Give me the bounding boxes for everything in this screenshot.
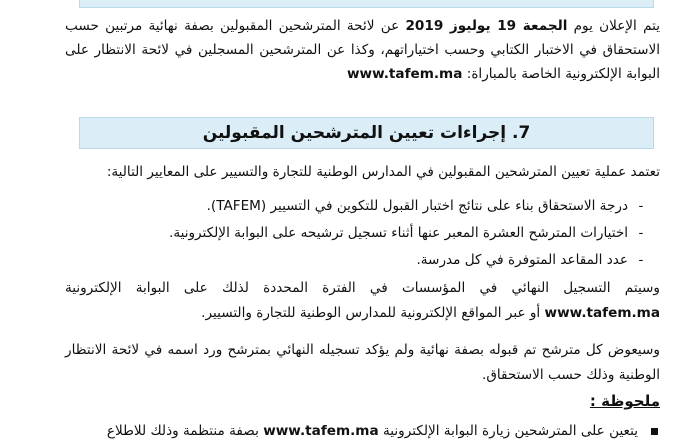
square-bullet-icon <box>651 428 658 435</box>
section-7-banner <box>79 117 654 149</box>
dash-bullet: - <box>638 198 644 214</box>
announcement-paragraph <box>65 14 660 86</box>
replacement-paragraph: وسيعوض كل مترشح تم قبوله بصفة نهائية ولم يؤكد تسجيله النهائي بمترشح ورد اسمه في لائحة الانتظار الوطنية وذلك حسب الاستحقاق. <box>65 342 660 383</box>
list-item <box>60 418 660 445</box>
section-title: 7. إجراءات تعيين المترشحين المقبولين <box>202 123 531 143</box>
criteria-list <box>88 193 648 274</box>
dash-bullet: - <box>638 252 644 268</box>
registration-paragraph <box>65 276 660 326</box>
criterion-text: اختيارات المترشح العشرة المعبر عنها أثناء تسجيل ترشيحه على البوابة الإلكترونية. <box>169 225 628 241</box>
announcement-date: الجمعة 19 يوليوز 2019 <box>405 18 568 34</box>
criteria-intro: تعتمد عملية تعيين المترشحين المقبولين في المدارس الوطنية للتجارة والتسيير على المعايير التالية: <box>106 164 660 180</box>
dash-bullet: - <box>638 225 644 241</box>
note-heading: ملحوظة : <box>589 392 660 410</box>
criterion-text: عدد المقاعد المتوفرة في كل مدرسة. <box>416 252 628 268</box>
note-text-rest: بصفة منتظمة وذلك للاطلاع <box>106 423 259 439</box>
note-list <box>60 418 660 445</box>
announcement-text-rest: عن لائحة المترشحين المقبولين بصفة نهائية مرتبين حسب الاستحقاق في الاختبار الكتابي وحسب اختياراتهم، وكذا عن المترشحين المسجلين في لائحة الانتظار على البوابة الإلكترونية الخاصة بالمباراة: <box>65 18 660 82</box>
note-text-start: يتعين على المترشحين زيارة البوابة الإلكترونية <box>382 423 638 439</box>
announcement-text-start: يتم الإعلان يوم <box>573 18 661 34</box>
list-item <box>88 247 648 274</box>
list-item <box>88 193 648 220</box>
tafem-url-link[interactable]: www.tafem.ma <box>346 66 463 82</box>
criterion-text: درجة الاستحقاق بناء على نتائج اختبار القبول للتكوين في التسيير (TAFEM). <box>206 198 628 214</box>
tafem-url-link[interactable]: www.tafem.ma <box>263 423 379 439</box>
registration-text-rest: أو عبر المواقع الإلكترونية للمدارس الوطنية للتجارة والتسيير. <box>201 305 541 321</box>
previous-section-banner <box>79 0 654 8</box>
list-item <box>88 220 648 247</box>
registration-text-start: وسيتم التسجيل النهائي في المؤسسات في الفترة المحددة لذلك على البوابة الإلكترونية <box>65 280 660 296</box>
tafem-url-link[interactable]: www.tafem.ma <box>544 305 660 321</box>
